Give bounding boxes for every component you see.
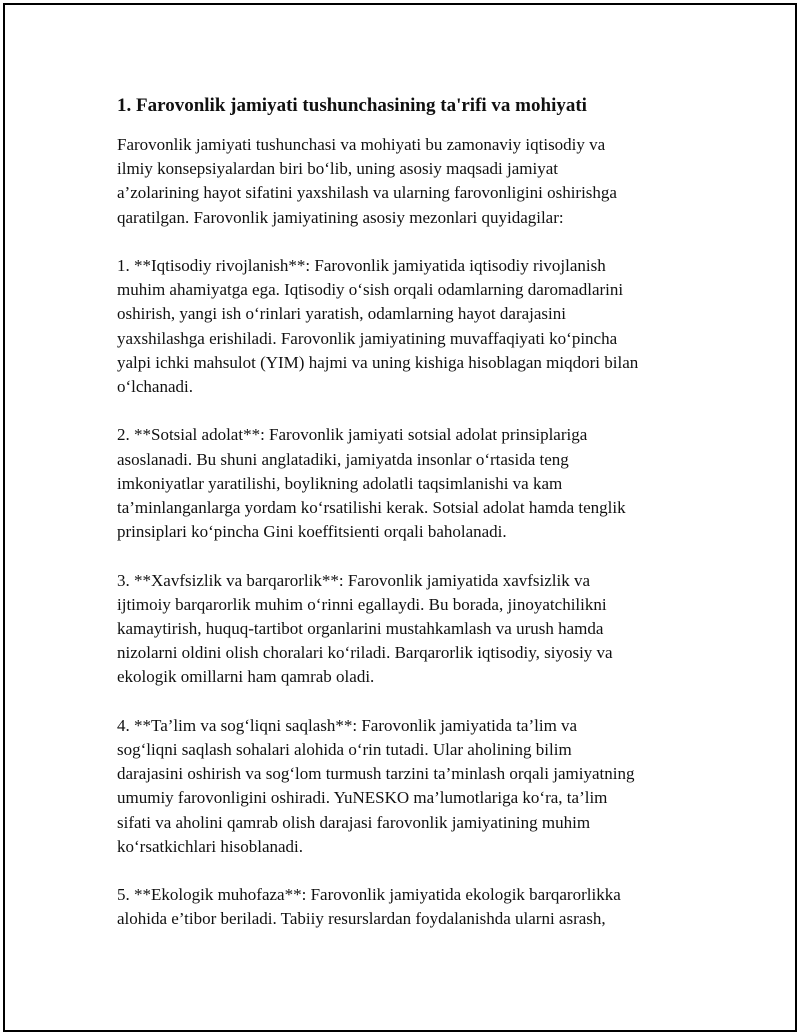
section-heading: 1. Farovonlik jamiyati tushunchasining ta'rifi va mohiyati: [117, 95, 587, 116]
paragraph-security-stability: 3. **Xavfsizlik va barqarorlik**: Farovonlik jamiyatida xavfsizlik va ijtimoiy barqarorlik muhim o‘rinni egallaydi. Bu borada, jinoyatchilikni kamaytirish, huquq-tartibot organlarini mustahkamlash va urush hamda nizolarni oldini olish choralari ko‘riladi. Barqarorlik iqtisodiy, siyosiy va ekologik omillarni ham qamrab oladi.: [117, 570, 613, 687]
intro-paragraph: Farovonlik jamiyati tushunchasi va mohiyati bu zamonaviy iqtisodiy va ilmiy konsepsiyalardan biri bo‘lib, uning asosiy maqsadi jamiyat a’zolarining hayot sifatini yaxshilash va ularning farovonligini oshirishga qaratilgan. Farovonlik jamiyatining asosiy mezonlari quyidagilar:: [117, 135, 617, 227]
document-body: [117, 93, 697, 956]
paragraph-education-health: 4. **Ta’lim va sog‘liqni saqlash**: Farovonlik jamiyatida ta’lim va sog‘liqni saqlash sohalari alohida o‘rin tutadi. Ular aholining bilim darajasini oshirish va sog‘lom turmush tarzini ta’minlash orqali jamiyatning umumiy farovonligini oshiradi. YuNESKO ma’lumotlariga ko‘ra, ta’lim sifati va aholini qamrab olish darajasi farovonlik jamiyatining muhim ko‘rsatkichlari hisoblanadi.: [117, 715, 635, 856]
paragraph-social-justice: 2. **Sotsial adolat**: Farovonlik jamiyati sotsial adolat prinsiplariga asoslanadi. Bu shuni anglatadiki, jamiyatda insonlar o‘rtasida teng imkoniyatlar yaratilishi, boylikning adolatli taqsimlanishi va kam ta’minlanganlarga yordam ko‘rsatilishi kerak. Sotsial adolat hamda tenglik prinsiplari ko‘pincha Gini koeffitsienti orqali baholanadi.: [117, 425, 626, 542]
paragraph-economic-development: 1. **Iqtisodiy rivojlanish**: Farovonlik jamiyatida iqtisodiy rivojlanish muhim ahamiyatga ega. Iqtisodiy o‘sish orqali odamlarning daromadlarini oshirish, yangi ish o‘rinlari yaratish, odamlarning hayot darajasini yaxshilashga erishiladi. Farovonlik jamiyatining muvaffaqiyati ko‘pincha yalpi ichki mahsulot (YIM) hajmi va uning kishiga hisoblagan miqdori bilan o‘lchanadi.: [117, 256, 639, 397]
paragraph-ecological-protection: 5. **Ekologik muhofaza**: Farovonlik jamiyatida ekologik barqarorlikka alohida e’tibor beriladi. Tabiiy resurslardan foydalanishda ularni asrash,: [117, 885, 621, 929]
